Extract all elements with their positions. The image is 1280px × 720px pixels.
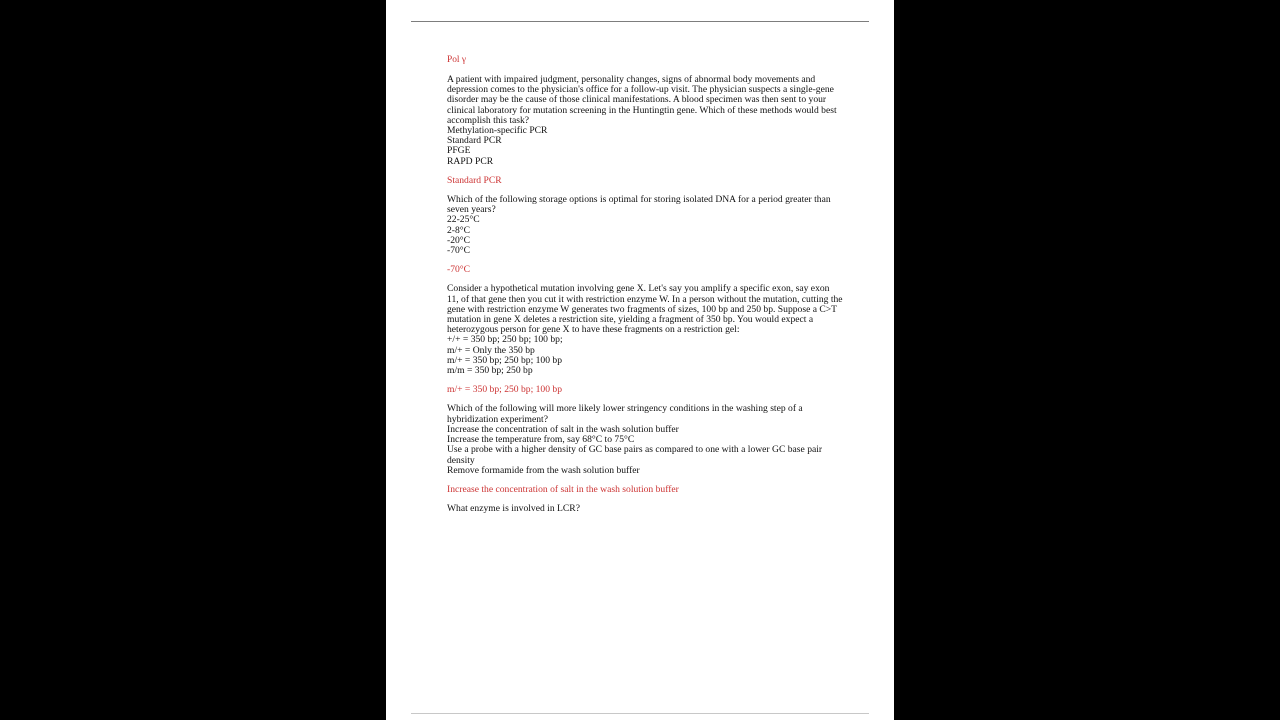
option-list bbox=[447, 335, 843, 376]
option-item[interactable]: Increase the temperature from, say 68°C to 75°C bbox=[447, 434, 635, 446]
option-item[interactable]: 2-8°C bbox=[447, 224, 471, 236]
question-stem: What enzyme is involved in LCR? bbox=[447, 503, 580, 515]
option-item[interactable]: Increase the concentration of salt in the wash solution buffer bbox=[447, 423, 679, 435]
question-stem: Which of the following will more likely lower stringency conditions in the washing step of a hybridization experiment? bbox=[447, 403, 803, 425]
answer-text: Increase the concentration of salt in the wash solution buffer bbox=[447, 483, 679, 495]
option-list bbox=[447, 215, 843, 256]
question-item bbox=[447, 284, 843, 395]
question-item bbox=[447, 75, 843, 186]
answer-text: Standard PCR bbox=[447, 174, 502, 186]
option-item[interactable]: Remove formamide from the wash solution buffer bbox=[447, 464, 640, 476]
question-item bbox=[447, 504, 843, 514]
page-header-rule bbox=[411, 21, 869, 22]
option-item[interactable]: RAPD PCR bbox=[447, 155, 494, 167]
document-page bbox=[386, 0, 894, 720]
section-heading-pol-gamma: Pol γ bbox=[447, 55, 466, 65]
option-item[interactable]: Use a probe with a higher density of GC base pairs as compared to one with a lower GC base pair density bbox=[447, 444, 823, 466]
question-stem: Which of the following storage options is optimal for storing isolated DNA for a period greater than seven years? bbox=[447, 194, 831, 216]
option-list bbox=[447, 126, 843, 167]
option-item[interactable]: Standard PCR bbox=[447, 135, 502, 147]
option-item[interactable]: +/+ = 350 bp; 250 bp; 100 bp; bbox=[447, 334, 563, 346]
option-item[interactable]: m/+ = 350 bp; 250 bp; 100 bp bbox=[447, 354, 563, 366]
option-item[interactable]: -20°C bbox=[447, 234, 471, 246]
page-content bbox=[447, 54, 843, 523]
option-item[interactable]: 22-25°C bbox=[447, 214, 480, 226]
answer-text: -70°C bbox=[447, 264, 471, 276]
question-stem: A patient with impaired judgment, personality changes, signs of abnormal body movements and depression comes to the physician's office for a follow-up visit. The physician suspects a single-gene disorder may be the cause of those clinical manifestations. A blood specimen was then sent to your clinical laboratory for mutation screening in the Huntingtin gene. Which of these methods would best accomplish this task? bbox=[447, 74, 837, 126]
option-item[interactable]: m/m = 350 bp; 250 bp bbox=[447, 365, 533, 377]
option-item[interactable]: m/+ = Only the 350 bp bbox=[447, 344, 535, 356]
question-stem: Consider a hypothetical mutation involving gene X. Let's say you amplify a specific exon, say exon 11, of that gene then you cut it with restriction enzyme W. In a person without the mutation, cutting the gene with restriction enzyme W generates two fragments of sizes, 100 bp and 250 bp. Suppose a C>T mutation in gene X deletes a restriction site, yielding a fragment of 350 bp. You would expect a heterozygous person for gene X to have these fragments on a restriction gel: bbox=[447, 283, 843, 336]
question-item bbox=[447, 404, 843, 495]
option-list bbox=[447, 425, 843, 476]
answer-text: m/+ = 350 bp; 250 bp; 100 bp bbox=[447, 384, 563, 396]
question-item bbox=[447, 195, 843, 275]
option-item[interactable]: PFGE bbox=[447, 145, 471, 157]
option-item[interactable]: Methylation-specific PCR bbox=[447, 125, 548, 137]
page-footer-rule bbox=[411, 713, 869, 714]
option-item[interactable]: -70°C bbox=[447, 245, 471, 257]
